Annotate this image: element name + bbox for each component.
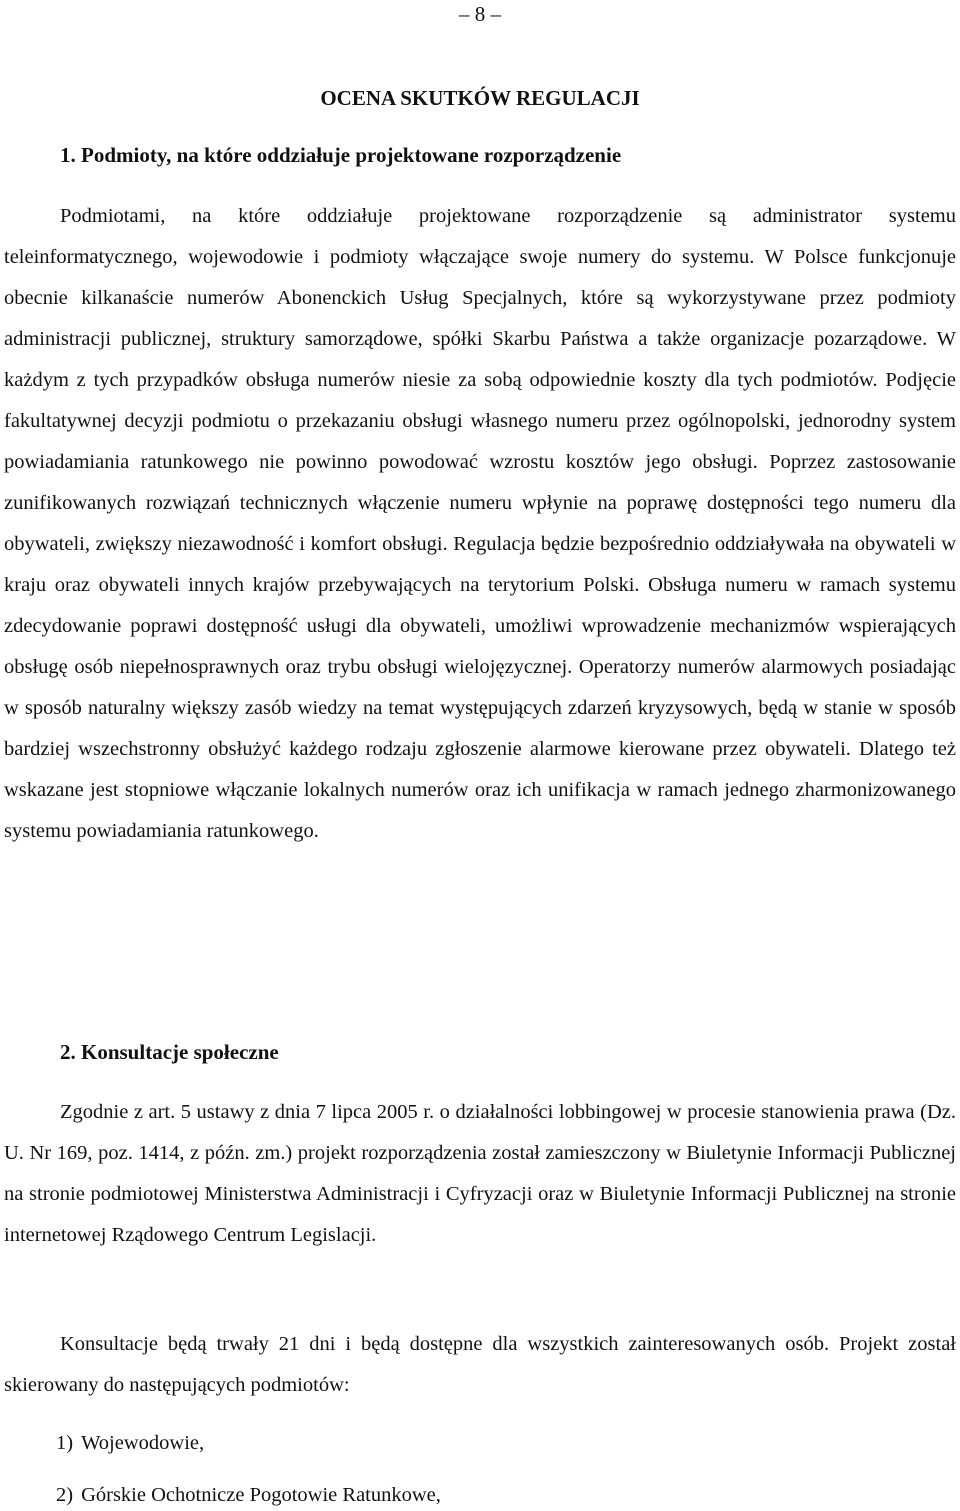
document-title: OCENA SKUTKÓW REGULACJI <box>320 86 640 110</box>
section-2-paragraph-1: Zgodnie z art. 5 ustawy z dnia 7 lipca 2005 r. o działalności lobbingowej w procesie stanowienia prawa (Dz. U. Nr 169, poz. 1414, z późn. zm.) projekt rozporządzenia został zamieszczony w Biuletynie Informacji Publicznej na stronie podmiotowej Ministerstwa Administracji i Cyfryzacji oraz w Biuletynie Informacji Publicznej na stronie internetowej Rządowego Centrum Legislacji. <box>4 1101 956 1246</box>
list-item <box>56 1432 204 1455</box>
list-item-text: Wojewodowie, <box>81 1432 205 1454</box>
list-item-text: Górskie Ochotnicze Pogotowie Ratunkowe, <box>81 1484 441 1506</box>
page-number: – 8 – <box>459 2 501 26</box>
section-2-paragraph-2: Konsultacje będą trwały 21 dni i będą dostępne dla wszystkich zainteresowanych osób. Projekt został skierowany do następujących podmiotów: <box>4 1333 956 1396</box>
section-2-heading: 2. Konsultacje społeczne <box>60 1040 279 1064</box>
list-item-number: 1) <box>56 1432 74 1454</box>
section-1-paragraph: Podmiotami, na które oddziałuje projektowane rozporządzenie są administrator systemu teleinformatycznego, wojewodowie i podmioty włączające swoje numery do systemu. W Polsce funkcjonuje obecnie kilkanaście numerów Abonenckich Usług Specjalnych, które są wykorzystywane przez podmioty administracji publicznej, struktury samorządowe, spółki Skarbu Państwa a także organizacje pozarządowe. W każdym z tych przypadków obsługa numerów niesie za sobą odpowiednie koszty dla tych podmiotów. Podjęcie fakultatywnej decyzji podmiotu o przekazaniu obsługi własnego numeru przez ogólnopolski, jednorodny system powiadamiania ratunkowego nie powinno powodować wzrostu kosztów jego obsługi. Poprzez zastosowanie zunifikowanych rozwiązań technicznych włączenie numeru wpłynie na poprawę dostępności tego numeru dla obywateli, zwiększy niezawodność i komfort obsługi. Regulacja będzie bezpośrednio oddziaływała na obywateli w kraju oraz obywateli innych krajów przebywających na terytorium Polski. Obsługa numeru w ramach systemu zdecydowanie poprawi dostępność usługi dla obywateli, umożliwi wprowadzenie mechanizmów wspierających obsługę osób niepełnosprawnych oraz trybu obsługi wielojęzycznej. Operatorzy numerów alarmowych posiadając w sposób naturalny większy zasób wiedzy na temat występujących zdarzeń kryzysowych, będą w stanie w sposób bardziej wszechstronny obsłużyć każdego rodzaju zgłoszenie alarmowe kierowane przez obywateli. Dlatego też wskazane jest stopniowe włączanie lokalnych numerów oraz ich unifikacja w ramach jednego zharmonizowanego systemu powiadamiania ratunkowego. <box>4 205 956 842</box>
list-item-number: 2) <box>56 1484 74 1506</box>
section-1-heading: 1. Podmioty, na które oddziałuje projektowane rozporządzenie <box>60 143 622 167</box>
list-item <box>56 1484 441 1507</box>
